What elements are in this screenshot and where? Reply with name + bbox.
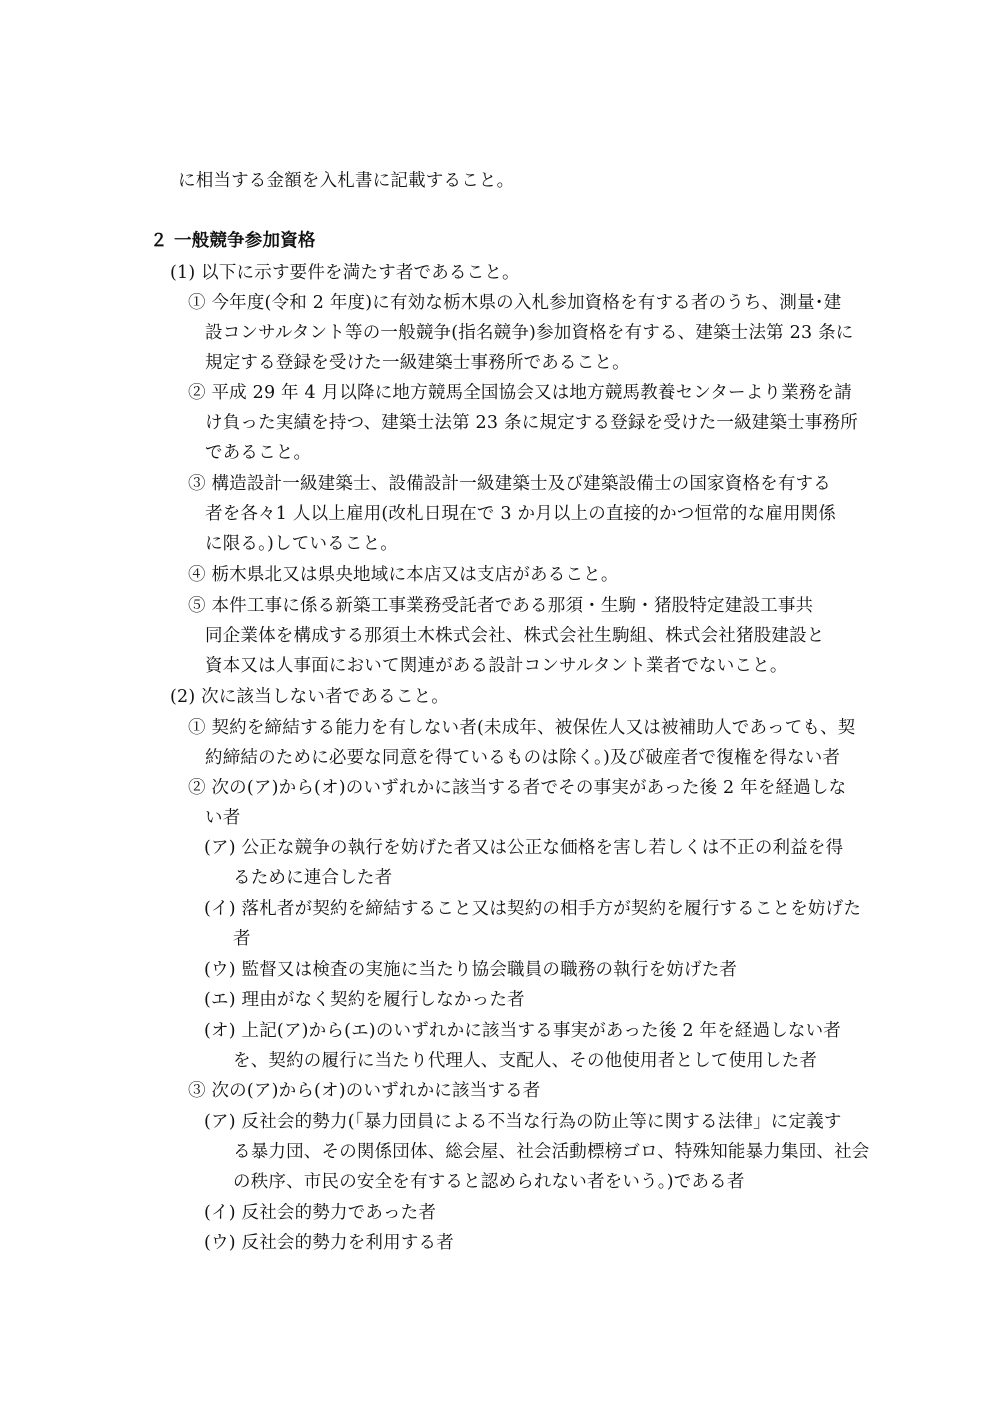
sub-list-item-continuation: るために連合した者 bbox=[233, 868, 393, 888]
list-item: ③ 次の(ア)から(オ)のいずれかに該当する者 bbox=[188, 1081, 541, 1101]
list-item: ⑤ 本件工事に係る新築工事業務受託者である那須・生駒・猪股特定建設工事共 bbox=[188, 596, 814, 616]
section-heading: ２ 一般競争参加資格 bbox=[150, 231, 316, 251]
subsection-heading: (1) 以下に示す要件を満たす者であること。 bbox=[170, 263, 520, 283]
list-item-continuation: 規定する登録を受けた一級建築士事務所であること。 bbox=[205, 353, 630, 373]
list-item: ① 契約を締結する能力を有しない者(未成年、被保佐人又は被補助人であっても、契 bbox=[188, 718, 856, 738]
sub-list-item: (イ) 落札者が契約を締結すること又は契約の相手方が契約を履行することを妨げた bbox=[204, 899, 862, 919]
list-item: ① 今年度(令和 2 年度)に有効な栃木県の入札参加資格を有する者のうち、測量･建 bbox=[188, 293, 842, 313]
list-item: ④ 栃木県北又は県央地域に本店又は支店があること。 bbox=[188, 565, 619, 585]
list-item-continuation: 者を各々1 人以上雇用(改札日現在で 3 か月以上の直接的かつ恒常的な雇用関係 bbox=[205, 504, 837, 524]
text-line: に相当する金額を入札書に記載すること。 bbox=[178, 171, 515, 191]
sub-list-item: (ウ) 監督又は検査の実施に当たり協会職員の職務の執行を妨げた者 bbox=[204, 960, 738, 980]
sub-list-item-continuation: の秩序、市民の安全を有すると認められない者をいう。)である者 bbox=[233, 1172, 745, 1192]
sub-list-item: (ウ) 反社会的勢力を利用する者 bbox=[204, 1233, 454, 1253]
sub-list-item: (ア) 反社会的勢力(「暴力団員による不当な行為の防止等に関する法律」に定義す bbox=[204, 1112, 842, 1132]
list-item-continuation: であること。 bbox=[205, 443, 312, 463]
list-item-continuation: 設コンサルタント等の一般競争(指名競争)参加資格を有する、建築士法第 23 条に bbox=[205, 323, 854, 343]
list-item-continuation: に限る。)していること。 bbox=[205, 534, 398, 554]
sub-list-item: (オ) 上記(ア)から(エ)のいずれかに該当する事実があった後 2 年を経過しない者 bbox=[204, 1021, 842, 1041]
list-item: ③ 構造設計一級建築士、設備設計一級建築士及び建築設備士の国家資格を有する bbox=[188, 474, 831, 494]
list-item: ② 平成 29 年 4 月以降に地方競馬全国協会又は地方競馬教養センターより業務を請 bbox=[188, 383, 852, 403]
sub-list-item-continuation: を、契約の履行に当たり代理人、支配人、その他使用者として使用した者 bbox=[233, 1051, 818, 1071]
subsection-heading: (2) 次に該当しない者であること。 bbox=[170, 687, 449, 707]
list-item-continuation: 資本又は人事面において関連がある設計コンサルタント業者でないこと。 bbox=[205, 656, 788, 676]
list-item: ② 次の(ア)から(オ)のいずれかに該当する者でその事実があった後 2 年を経過しな bbox=[188, 778, 847, 798]
list-item-continuation: 約締結のために必要な同意を得ているものは除く。)及び破産者で復権を得ない者 bbox=[205, 748, 841, 768]
sub-list-item-continuation: る暴力団、その関係団体、総会屋、社会活動標榜ゴロ、特殊知能暴力集団、社会 bbox=[233, 1142, 870, 1162]
list-item-continuation: 同企業体を構成する那須土木株式会社、株式会社生駒組、株式会社猪股建設と bbox=[205, 626, 825, 646]
sub-list-item-continuation: 者 bbox=[233, 929, 251, 949]
sub-list-item: (エ) 理由がなく契約を履行しなかった者 bbox=[204, 990, 525, 1010]
sub-list-item: (イ) 反社会的勢力であった者 bbox=[204, 1203, 437, 1223]
list-item-continuation: い者 bbox=[205, 808, 241, 828]
sub-list-item: (ア) 公正な競争の執行を妨げた者又は公正な価格を害し若しくは不正の利益を得 bbox=[204, 838, 844, 858]
list-item-continuation: け負った実績を持つ、建築士法第 23 条に規定する登録を受けた一級建築士事務所 bbox=[205, 413, 858, 433]
